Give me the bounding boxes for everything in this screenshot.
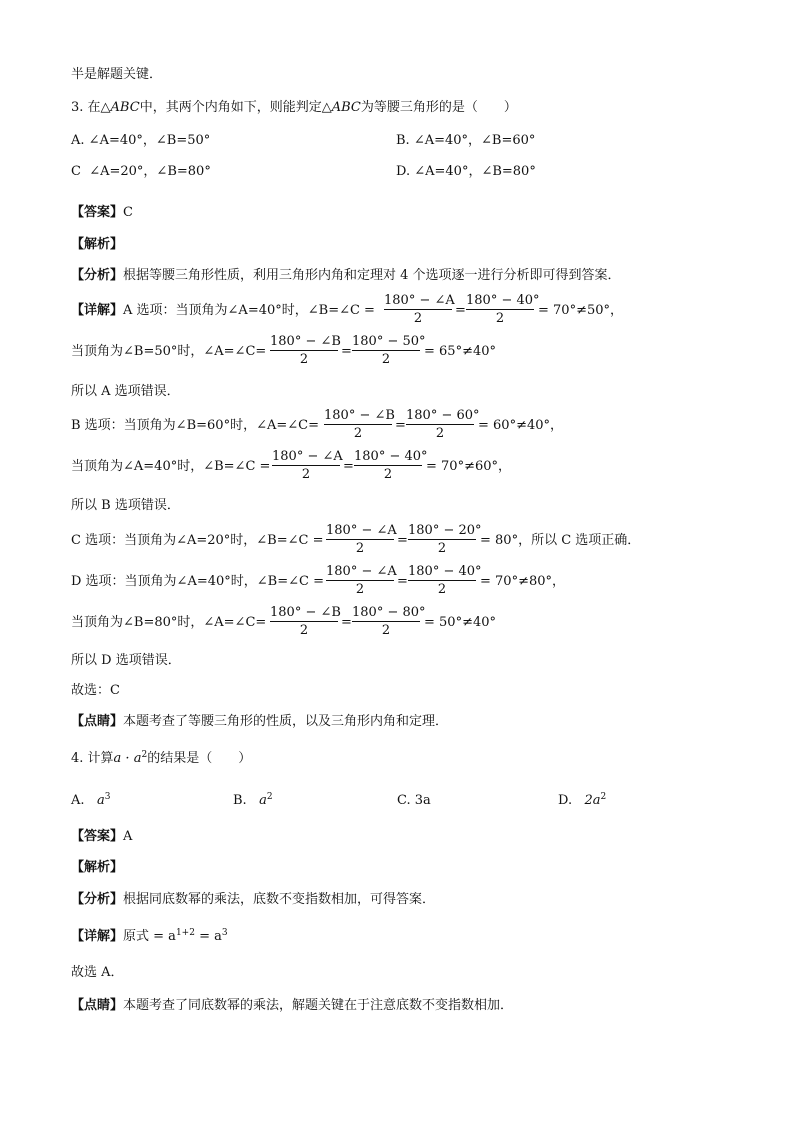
q3-option-d-text: ∠A=40°，∠B=80°: [414, 164, 536, 179]
q3-line4-fraction-2: [354, 449, 428, 482]
q3-option-c: [71, 165, 211, 178]
q3-fenxi: [71, 269, 621, 282]
equals-sign: =: [397, 574, 408, 589]
denominator: 2: [381, 352, 391, 367]
q3-line4-prefix: 当顶角为∠A=40°时，∠B=∠C =: [71, 459, 271, 474]
q3-option-d-label: D.: [396, 164, 411, 179]
q4-option-d: [558, 794, 606, 807]
detail-tag: 【详解】: [71, 929, 124, 944]
q3-option-d: [396, 165, 536, 178]
q3-line3-fraction-1: [324, 408, 395, 441]
q3-line7-suffix: = 50°≠40°: [424, 615, 497, 630]
numerator: 180° − 20°: [408, 523, 482, 538]
q3-line5-suffix: = 80°，所以 C 选项正确．: [480, 533, 641, 548]
q3-line3-prefix: B 选项：当顶角为∠B=60°时，∠A=∠C=: [71, 418, 319, 433]
q4-option-b: [233, 794, 273, 807]
q3-option-b: [396, 134, 535, 147]
q3-line2-fraction-1: [270, 334, 341, 367]
q3-stem-b: 中，其两个内角如下，则能判定: [139, 100, 322, 115]
equals-sign: =: [397, 533, 408, 548]
q4-stem: [71, 752, 251, 765]
equals-sign: =: [341, 615, 352, 630]
detail-tag: 【详解】: [71, 303, 124, 318]
top-note: 半是解题关键．: [71, 67, 163, 82]
q3-line5-prefix: C 选项：当顶角为∠A=20°时，∠B=∠C =: [71, 533, 324, 548]
denominator: 2: [495, 311, 505, 326]
q3-line7-fraction-2: [352, 605, 426, 638]
equals-sign: =: [341, 344, 352, 359]
numerator: 180° − ∠B: [270, 605, 341, 620]
q4-option-a: [71, 794, 110, 807]
fraction-bar: [324, 424, 392, 425]
q3-analysis-tag: 【解析】: [71, 237, 124, 252]
q4-option-d-base: 2a: [584, 793, 601, 808]
equals-sign: =: [455, 303, 466, 318]
q4-option-a-exponent: 3: [104, 792, 111, 802]
q4-choose: 故选 A．: [71, 965, 124, 980]
q3-stem-c: 为等腰三角形的是（ ）: [360, 100, 517, 115]
q3-line7-prefix: 当顶角为∠B=80°时，∠A=∠C=: [71, 615, 267, 630]
numerator: 180° − 50°: [352, 334, 426, 349]
denominator: 2: [301, 467, 311, 482]
q3-option-b-label: B.: [396, 133, 410, 148]
q3-fenxi-text: 根据等腰三角形性质，利用三角形内角和定理对 4 个选项逐一进行分析即可得到答案．: [123, 268, 621, 283]
q3-line2-prefix: 当顶角为∠B=50°时，∠A=∠C=: [71, 344, 267, 359]
answer-tag: 【答案】: [71, 205, 124, 220]
q3-stem-triangle-2: △ABC: [321, 100, 361, 115]
numerator: 180° − 40°: [354, 449, 428, 464]
fraction-bar: [408, 580, 476, 581]
q4-fenxi: [71, 893, 435, 906]
q3-answer-value: C: [123, 205, 133, 220]
q3-option-c-text: ∠A=20°，∠B=80°: [89, 164, 211, 179]
fraction-bar: [466, 309, 534, 310]
q4-stem-a: 4. 计算: [71, 751, 114, 766]
q3-stem: [71, 101, 517, 114]
fraction-bar: [326, 580, 394, 581]
denominator: 2: [435, 426, 445, 441]
denominator: 2: [355, 541, 365, 556]
fenxi-tag: 【分析】: [71, 268, 124, 283]
fraction-bar: [352, 350, 420, 351]
numerator: 180° − ∠A: [272, 449, 343, 464]
q4-option-b-exponent: 2: [266, 792, 273, 802]
q4-answer: [71, 830, 132, 843]
equals-sign: =: [395, 418, 406, 433]
denominator: 2: [437, 582, 447, 597]
q3-option-b-text: ∠A=40°，∠B=60°: [413, 133, 536, 148]
q3-option-a-text: ∠A=40°，∠B=50°: [88, 133, 211, 148]
denominator: 2: [299, 352, 309, 367]
q4-dianjing-text: 本题考查了同底数幂的乘法，解题关键在于注意底数不变指数相加．: [123, 998, 514, 1013]
fraction-bar: [270, 350, 338, 351]
fraction-bar: [326, 539, 394, 540]
q3-line1-fraction-2: [466, 293, 540, 326]
q4-option-b-base: a: [259, 793, 267, 808]
q4-detail-exponent-1: 1+2: [175, 928, 195, 938]
q4-answer-value: A: [123, 829, 133, 844]
q3-line3-suffix: = 60°≠40°，: [478, 418, 564, 433]
numerator: 180° − ∠A: [326, 564, 397, 579]
q4-analysis-tag: 【解析】: [71, 860, 124, 875]
q4-stem-b: 的结果是（ ）: [147, 751, 252, 766]
fraction-bar: [384, 309, 452, 310]
q3-line1-fraction-1: [384, 293, 455, 326]
fraction-bar: [354, 465, 422, 466]
q3-dianjing: [71, 715, 448, 728]
q4-detail-a: 原式 = a: [123, 929, 176, 944]
q4-option-a-label: A.: [71, 793, 85, 808]
q4-dianjing: [71, 999, 513, 1012]
q4-option-a-base: a: [96, 793, 105, 808]
denominator: 2: [353, 426, 363, 441]
q3-line5-fraction-1: [326, 523, 397, 556]
q3-line6-fraction-1: [326, 564, 397, 597]
numerator: 180° − 40°: [408, 564, 482, 579]
q4-option-b-label: B.: [233, 793, 247, 808]
q3-wrong-a: 所以 A 选项错误．: [71, 384, 180, 399]
fraction-bar: [272, 465, 340, 466]
q3-line6-prefix: D 选项：当顶角为∠A=40°时，∠B=∠C =: [71, 574, 324, 589]
q3-line2-suffix: = 65°≠40°: [424, 344, 497, 359]
q3-line3-fraction-2: [406, 408, 480, 441]
numerator: 180° − ∠A: [384, 293, 455, 308]
q3-option-a: [71, 134, 210, 147]
q4-option-d-label: D.: [558, 793, 573, 808]
q3-stem-triangle-1: △ABC: [100, 100, 140, 115]
q3-answer: [71, 206, 133, 219]
numerator: 180° − ∠B: [270, 334, 341, 349]
q3-stem-a: 3. 在: [71, 100, 101, 115]
q3-dianjing-text: 本题考查了等腰三角形的性质，以及三角形内角和定理．: [123, 714, 449, 729]
q4-option-c: [397, 794, 431, 807]
q3-option-a-label: A.: [71, 133, 85, 148]
q4-option-d-exponent: 2: [600, 792, 607, 802]
q4-detail-exponent-2: 3: [221, 928, 228, 938]
q3-option-c-label: C: [71, 164, 81, 179]
numerator: 180° − ∠A: [326, 523, 397, 538]
q3-wrong-d: 所以 D 选项错误．: [71, 653, 181, 668]
q4-detail: [71, 930, 228, 943]
q3-line2-fraction-2: [352, 334, 426, 367]
q3-line1-prefix: A 选项：当顶角为∠A=40°时，∠B=∠C =: [123, 303, 375, 318]
numerator: 180° − 60°: [406, 408, 480, 423]
q4-option-c-label: C.: [397, 793, 411, 808]
answer-tag: 【答案】: [71, 829, 124, 844]
q3-detail-line-1: [71, 304, 375, 317]
numerator: 180° − 80°: [352, 605, 426, 620]
q3-line7-fraction-1: [270, 605, 341, 638]
q3-line6-suffix: = 70°≠80°，: [480, 574, 566, 589]
fraction-bar: [406, 424, 474, 425]
q3-line4-fraction-1: [272, 449, 343, 482]
numerator: 180° − 40°: [466, 293, 540, 308]
fraction-bar: [270, 621, 338, 622]
q3-line5-fraction-2: [408, 523, 482, 556]
fraction-bar: [352, 621, 420, 622]
q3-line1-suffix: = 70°≠50°，: [538, 303, 624, 318]
denominator: 2: [299, 623, 309, 638]
denominator: 2: [437, 541, 447, 556]
q4-fenxi-text: 根据同底数幂的乘法，底数不变指数相加，可得答案．: [123, 892, 436, 907]
q3-choose: 故选：C: [71, 683, 120, 698]
denominator: 2: [355, 582, 365, 597]
q3-line6-fraction-2: [408, 564, 482, 597]
numerator: 180° − ∠B: [324, 408, 395, 423]
dianjing-tag: 【点睛】: [71, 714, 124, 729]
fraction-bar: [408, 539, 476, 540]
q4-stem-exponent: 2: [141, 750, 148, 760]
denominator: 2: [383, 467, 393, 482]
denominator: 2: [413, 311, 423, 326]
q4-detail-b: = a: [199, 929, 222, 944]
dianjing-tag: 【点睛】: [71, 998, 124, 1013]
q4-option-c-base: 3a: [414, 793, 431, 808]
equals-sign: =: [343, 459, 354, 474]
denominator: 2: [381, 623, 391, 638]
fenxi-tag: 【分析】: [71, 892, 124, 907]
q3-line4-suffix: = 70°≠60°，: [426, 459, 512, 474]
q3-wrong-b: 所以 B 选项错误．: [71, 498, 180, 513]
q4-stem-expr: a · a: [113, 751, 142, 766]
